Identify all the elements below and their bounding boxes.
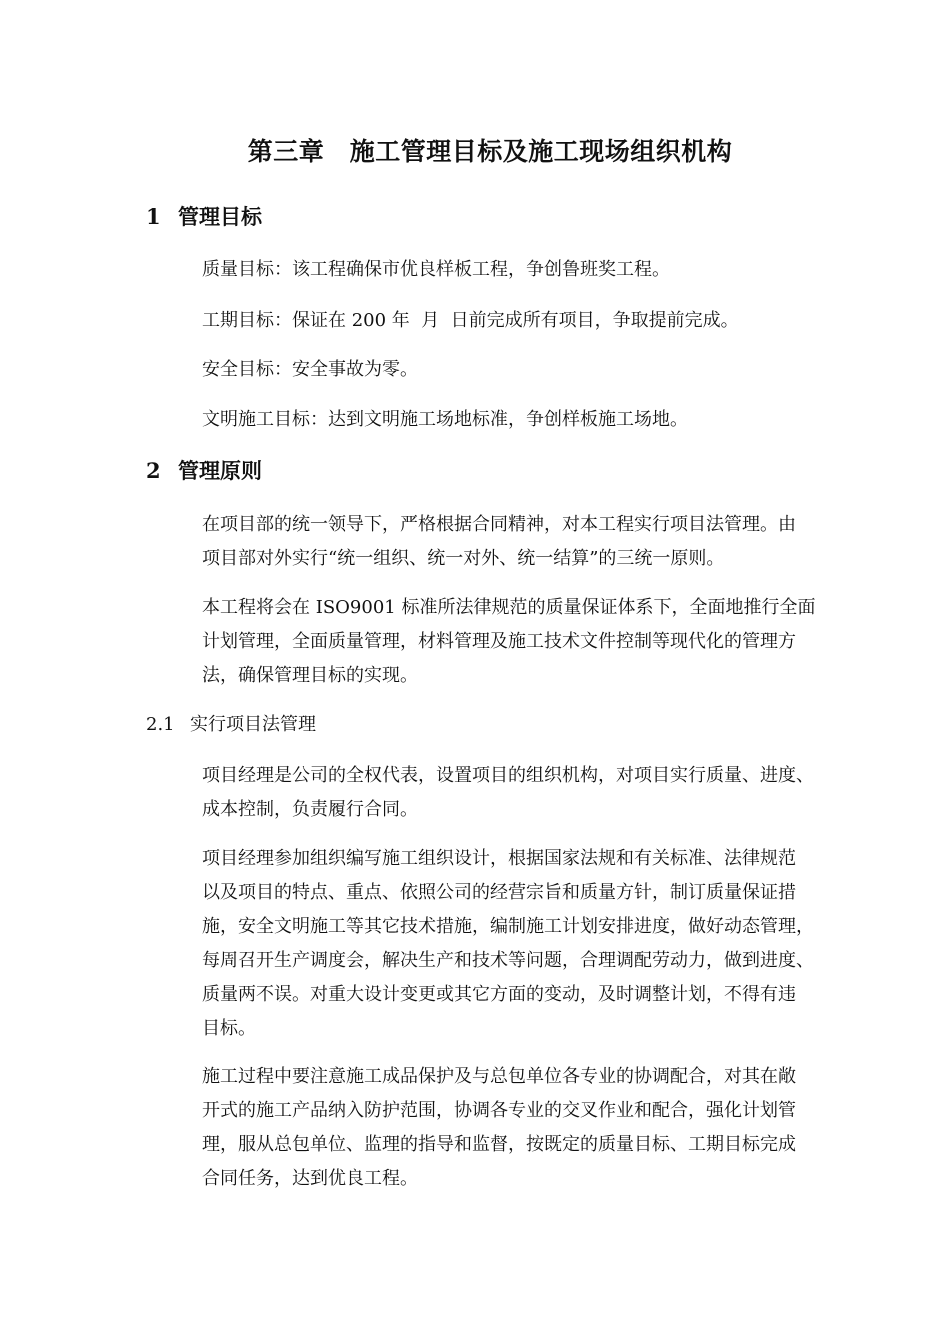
principle-paragraph-2: 本工程将会在 ISO9001 标准所法律规范的质量保证体系下，全面地推行全面 计划管理，全面质量管理，材料管理及施工技术文件控制等现代化的管理方 法，确保管理目标的实现。 bbox=[202, 597, 816, 686]
section-heading-2-1 bbox=[146, 711, 316, 739]
section-title: 管理目标 bbox=[178, 204, 262, 229]
section-heading-1 bbox=[146, 202, 262, 232]
section-number: 2.1 bbox=[146, 714, 175, 735]
section-number: 1 bbox=[146, 204, 161, 229]
goal-civilized: 文明施工目标：达到文明施工场地标准，争创样板施工场地。 bbox=[202, 409, 688, 430]
principle-paragraph-1: 在项目部的统一领导下，严格根据合同精神，对本工程实行项目法管理。由 项目部对外实行“统一组织、统一对外、统一结算”的三统一原则。 bbox=[202, 514, 796, 569]
chapter-title: 第三章 施工管理目标及施工现场组织机构 bbox=[247, 137, 733, 166]
project-method-paragraph-3: 施工过程中要注意施工成品保护及与总包单位各专业的协调配合，对其在敞 开式的施工产品纳入防护范围，协调各专业的交叉作业和配合，强化计划管 理，服从总包单位、监理的指导和监督，按既定的质量目标、工期目标完成 合同任务，达到优良工程。 bbox=[202, 1066, 796, 1189]
goal-safety: 安全目标：安全事故为零。 bbox=[202, 359, 418, 380]
goal-schedule: 工期目标：保证在 200 年 月 日前完成所有项目，争取提前完成。 bbox=[202, 310, 739, 331]
project-method-paragraph-2: 项目经理参加组织编写施工组织设计，根据国家法规和有关标准、法律规范 以及项目的特点、重点、依照公司的经营宗旨和质量方针，制订质量保证措 施，安全文明施工等其它技术措施，编制施工计划安排进度，做好动态管理， 每周召开生产调度会，解决生产和技术等问题，合理调配劳动力，做到进度、 质量两不误。对重大设计变更或其它方面的变动，及时调整计划，不得有违 目标。 bbox=[202, 848, 814, 1039]
section-heading-2 bbox=[146, 456, 262, 486]
section-number: 2 bbox=[146, 458, 161, 483]
section-title: 管理原则 bbox=[178, 458, 262, 483]
goal-quality: 质量目标：该工程确保市优良样板工程，争创鲁班奖工程。 bbox=[202, 259, 670, 280]
project-method-paragraph-1: 项目经理是公司的全权代表，设置项目的组织机构，对项目实行质量、进度、 成本控制，负责履行合同。 bbox=[202, 765, 814, 820]
section-title: 实行项目法管理 bbox=[190, 714, 316, 735]
